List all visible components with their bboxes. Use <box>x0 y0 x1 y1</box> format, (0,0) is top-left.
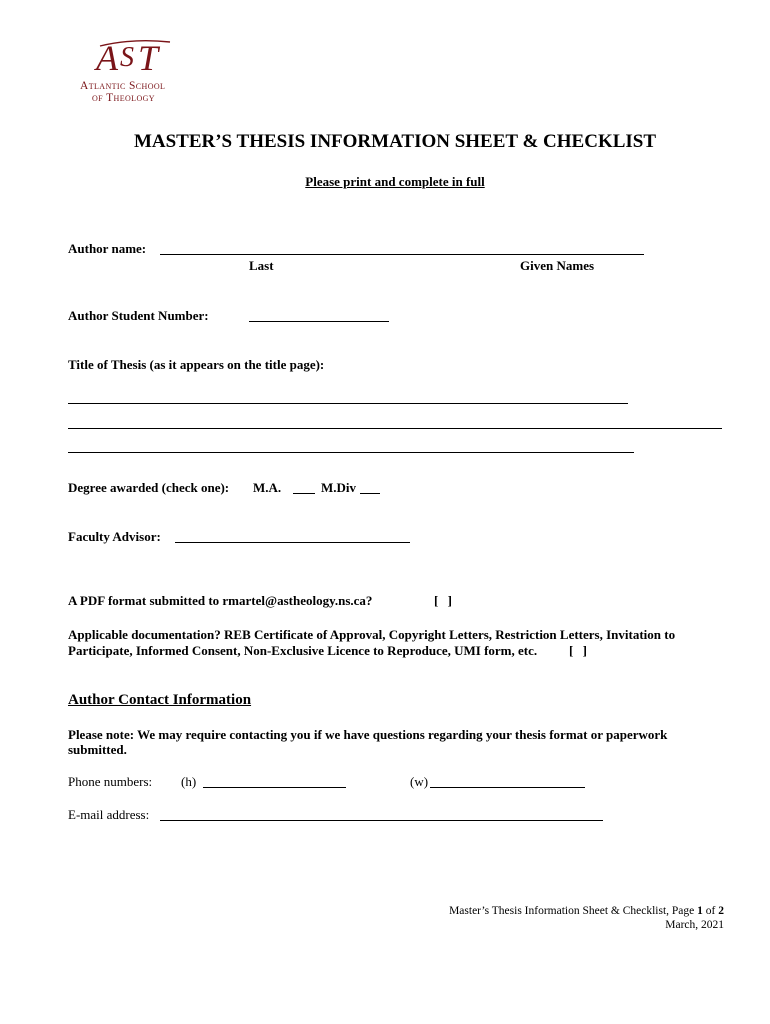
svg-text:A: A <box>96 38 118 78</box>
home-phone-field[interactable] <box>203 787 346 788</box>
page-footer <box>449 904 724 932</box>
home-phone-label: (h) <box>181 774 197 789</box>
page-subtitle: Please print and complete in full <box>305 174 485 189</box>
thesis-title-line-3[interactable] <box>68 452 634 453</box>
email-label: E-mail address: <box>68 807 150 822</box>
phone-numbers-label: Phone numbers: <box>68 774 153 789</box>
degree-label: Degree awarded (check one): <box>68 480 230 495</box>
svg-text:T: T <box>138 38 159 78</box>
footer-page-line <box>449 904 724 918</box>
degree-ma-label: M.A. <box>253 480 282 495</box>
pdf-submitted-label: A PDF format submitted to rmartel@astheology.ns.ca? <box>68 593 373 608</box>
degree-mdiv-label: M.Div <box>321 480 357 495</box>
footer-page-text: Master’s Thesis Information Sheet & Checklist, Page <box>449 905 695 917</box>
contact-section-heading: Author Contact Information <box>68 692 252 708</box>
logo-line-2: of Theology <box>92 92 155 104</box>
pdf-submitted-checkbox[interactable]: [ ] <box>434 593 452 608</box>
given-names-caption: Given Names <box>520 258 595 273</box>
last-name-caption: Last <box>249 258 274 273</box>
email-field[interactable] <box>160 820 603 821</box>
svg-text:S: S <box>120 42 134 73</box>
footer-date: March, 2021 <box>665 919 724 931</box>
thesis-title-line-1[interactable] <box>68 403 628 404</box>
thesis-title-label: Title of Thesis (as it appears on the title page): <box>68 357 325 372</box>
author-name-field[interactable] <box>160 254 644 255</box>
faculty-advisor-label: Faculty Advisor: <box>68 529 161 544</box>
contact-note-line-2: submitted. <box>68 742 127 757</box>
documentation-text-line-1: Applicable documentation? REB Certificate of Approval, Copyright Letters, Restriction Letters, Invitation to <box>68 627 676 642</box>
author-name-label: Author name: <box>68 241 147 256</box>
work-phone-field[interactable] <box>430 787 585 788</box>
degree-ma-checkbox[interactable] <box>293 493 315 494</box>
logo-line-1: Atlantic School <box>80 80 166 92</box>
school-logo <box>78 36 188 102</box>
footer-page-current: 1 <box>697 905 703 917</box>
student-number-field[interactable] <box>249 321 389 322</box>
ast-monogram-logo <box>78 36 188 80</box>
degree-mdiv-checkbox[interactable] <box>360 493 380 494</box>
thesis-title-line-2[interactable] <box>68 428 722 429</box>
footer-page-total: 2 <box>718 905 724 917</box>
page-title: MASTER’S THESIS INFORMATION SHEET & CHECKLIST <box>133 131 657 152</box>
contact-note-line-1: Please note: We may require contacting you if we have questions regarding your thesis format or paperwork <box>68 727 668 742</box>
footer-page-of: of <box>705 905 716 917</box>
student-number-label: Author Student Number: <box>68 308 209 323</box>
documentation-text-line-2: Participate, Informed Consent, Non-Exclusive Licence to Reproduce, UMI form, etc. <box>68 643 538 658</box>
work-phone-label: (w) <box>410 774 429 789</box>
faculty-advisor-field[interactable] <box>175 542 410 543</box>
documentation-checkbox[interactable]: [ ] <box>569 643 587 658</box>
